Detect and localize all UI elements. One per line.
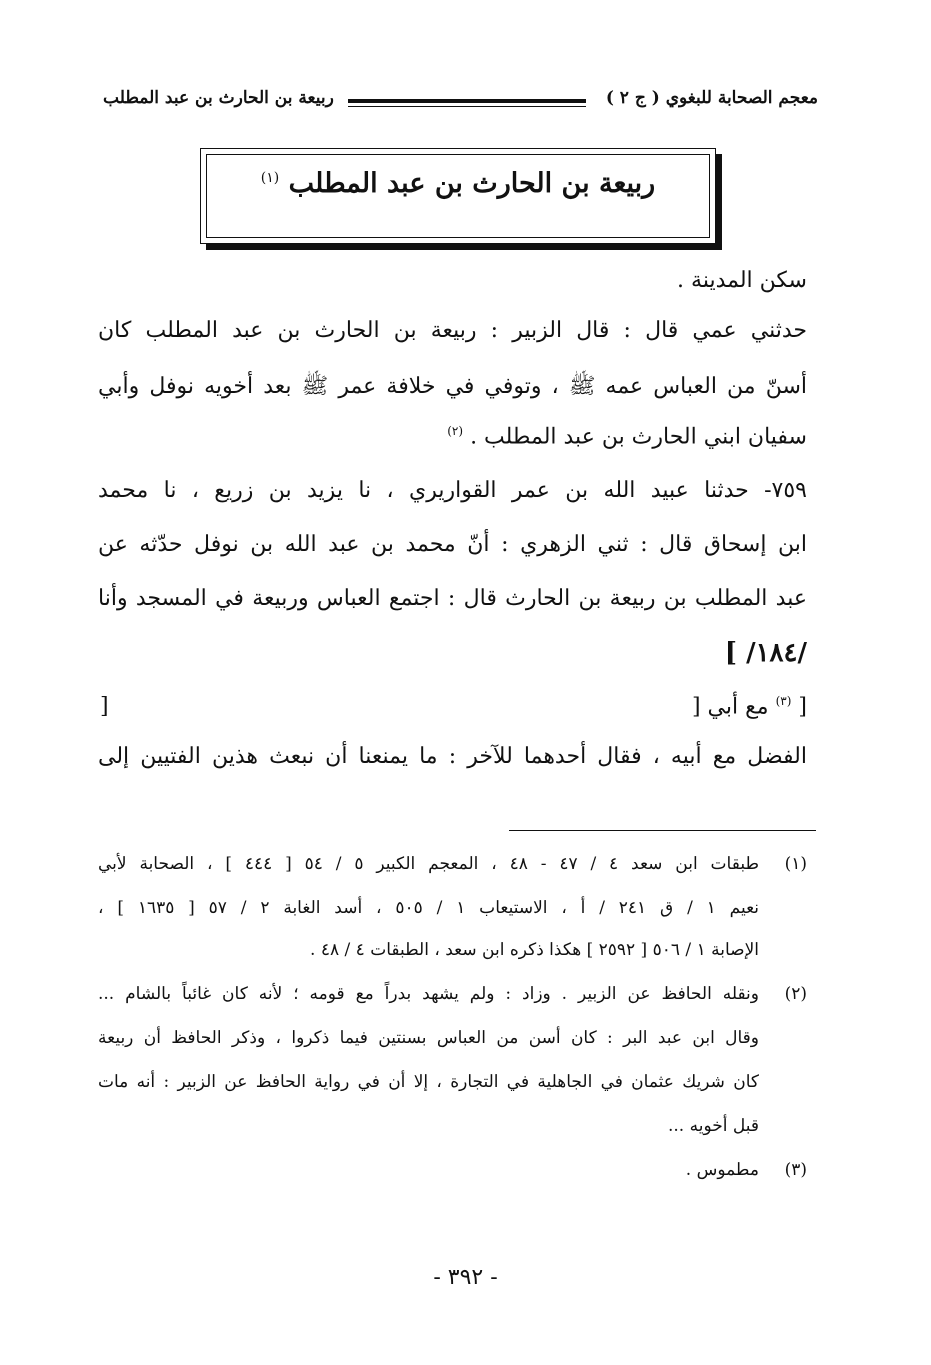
manuscript-folio-marker: /١٨٤/ ] bbox=[724, 638, 807, 668]
page-number: - ٣٩٢ - bbox=[433, 1265, 498, 1290]
body-line-4-text: سفيان ابني الحارث بن عبد المطلب . bbox=[470, 424, 807, 450]
footnote-2-line-4: قبل أخويه ... bbox=[667, 1116, 759, 1136]
footnote-2-line-3: كان شريك عثمان في الجاهلية في التجارة ، إلا أن في رواية الحافظ عن الزبير : أنه مات bbox=[98, 1072, 759, 1092]
title-box-shadow-bottom bbox=[206, 244, 722, 250]
footnote-ref-3: (٣) bbox=[775, 694, 792, 708]
footnote-separator bbox=[509, 830, 816, 831]
running-header-chapter: ربيعة بن الحارث بن عبد المطلب bbox=[103, 88, 334, 108]
title-box-shadow bbox=[716, 154, 722, 250]
entry-title bbox=[200, 168, 716, 199]
hadith-759-line-5 bbox=[692, 694, 807, 719]
footnote-2-line-2: وقال ابن عبد البر : كان أسن من العباس بسنتين فيما ذكروا ، وذكر الحافظ أن ربيعة bbox=[98, 1028, 759, 1048]
body-line-3: أسنّ من العباس عمه ﷺ ، وتوفي في خلافة عمر ﷺ بعد أخويه نوفل وأبي bbox=[98, 374, 807, 399]
hadith-759-line-2: ابن إسحاق قال : ثني الزهري : أنّ محمد بن عبد الله بن نوفل حدّثه عن bbox=[98, 532, 807, 557]
title-footnote-ref: (١) bbox=[260, 170, 280, 186]
footnote-2-line-1: ونقله الحافظ عن الزبير . وزاد : ولم يشهد بدراً مع قومه ؛ لأنه كان غائباً بالشام ... bbox=[98, 984, 759, 1004]
body-line-1: سكن المدينة . bbox=[677, 268, 807, 293]
footnote-ref-2: (٢) bbox=[447, 424, 464, 438]
header-rule bbox=[348, 99, 586, 103]
footnote-3-number: (٣) bbox=[784, 1160, 807, 1180]
bracket-close: ] bbox=[100, 694, 109, 719]
footnote-1-number: (١) bbox=[784, 854, 807, 874]
footnote-2-number: (٢) bbox=[784, 984, 807, 1004]
body-line-2: حدثني عمي قال : قال الزبير : ربيعة بن الحارث بن عبد المطلب كان bbox=[98, 318, 807, 343]
bracket-open: [ bbox=[798, 694, 807, 720]
running-header-book: معجم الصحابة للبغوي ( ج ٢ ) bbox=[605, 88, 818, 108]
footnote-1-line-1: طبقات ابن سعد ٤ / ٤٧ - ٤٨ ، المعجم الكبير ٥ / ٥٤ [ ٤٤٤ ] ، الصحابة لأبي bbox=[98, 854, 759, 874]
hadith-759-line-1: ٧٥٩- حدثنا عبيد الله بن عمر القواريري ، نا يزيد بن زريع ، نا محمد bbox=[98, 478, 807, 503]
entry-title-text: ربيعة بن الحارث بن عبد المطلب bbox=[288, 168, 656, 199]
body-line-4 bbox=[447, 424, 807, 449]
hadith-759-line-3: عبد المطلب بن ربيعة بن الحارث قال : اجتمع العباس وربيعة في المسجد وأنا bbox=[98, 586, 807, 611]
body-line-9-text: مع أبي [ bbox=[691, 694, 769, 720]
footnote-3-line-1: مطموس . bbox=[685, 1160, 759, 1180]
hadith-759-line-6: الفضل مع أبيه ، فقال أحدهما للآخر : ما يمنعنا أن نبعث هذين الفتيين إلى bbox=[98, 744, 807, 769]
footnote-1-line-3: الإصابة ١ / ٥٠٦ [ ٢٥٩٢ ] هكذا ذكره ابن سعد ، الطبقات ٤ / ٤٨ . bbox=[310, 940, 759, 960]
footnote-1-line-2: نعيم ١ / ق ٢٤١ / أ ، الاستيعاب ١ / ٥٠٥ ، أسد الغابة ٢ / ٥٧ [ ١٦٣٥ ] ، bbox=[98, 898, 760, 918]
header-rule-thin bbox=[348, 106, 586, 107]
